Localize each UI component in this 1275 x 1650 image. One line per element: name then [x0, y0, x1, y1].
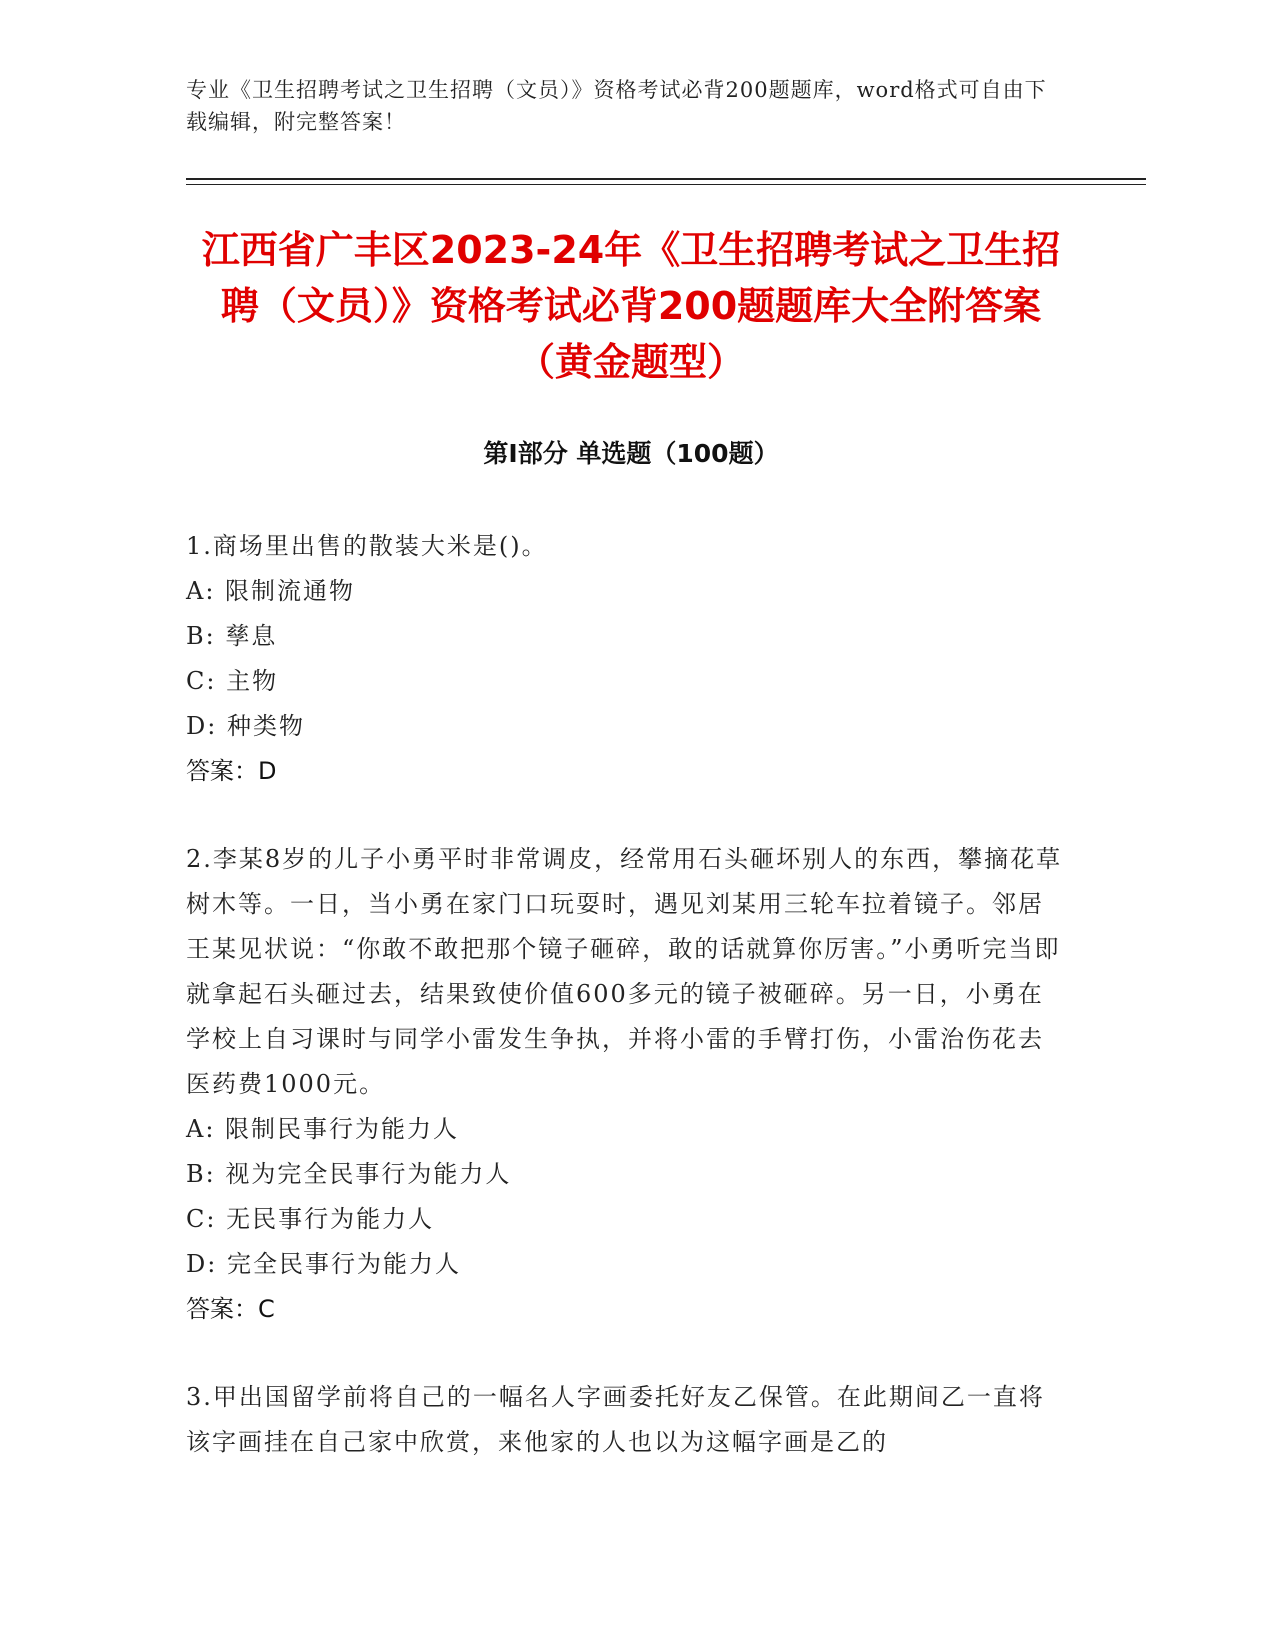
header-divider-thin: [186, 184, 1146, 185]
answer-line: 答案：C: [186, 1295, 275, 1323]
question-stem: 2.李某8岁的儿子小勇平时非常调皮，经常用石头砸坏别人的东西，攀摘花草树木等。一日，当小勇在家门口玩耍时，遇见刘某用三轮车拉着镜子。邻居王某见状说：“你敢不敢把那个镜子砸碎，敢的话就算你厉害。”小勇听完当即就拿起石头砸过去，结果致使价值600多元的镜子被砸碎。另一日，小勇在学校上自习课时与同学小雷发生争执，并将小雷的手臂打伤，小雷治伤花去医药费1000元。: [186, 845, 1063, 1098]
header-divider-thick: [186, 178, 1146, 180]
question-3: [186, 1375, 1066, 1465]
option-c: C: 无民事行为能力人: [186, 1205, 435, 1233]
option-c: C: 主物: [186, 667, 279, 695]
option-a: A: 限制民事行为能力人: [186, 1115, 460, 1143]
document-title: 江西省广丰区2023-24年《卫生招聘考试之卫生招聘（文员）》资格考试必背200题题库大全附答案（黄金题型）: [201, 228, 1061, 384]
section-title: 第Ⅰ部分 单选题（100题）: [483, 439, 779, 468]
option-d: D: 种类物: [186, 712, 305, 740]
question-1: [186, 524, 1066, 794]
answer-line: 答案：D: [186, 757, 277, 785]
question-stem: 3.甲出国留学前将自己的一幅名人字画委托好友乙保管。在此期间乙一直将该字画挂在自己家中欣赏，来他家的人也以为这幅字画是乙的: [186, 1383, 1045, 1456]
option-a: A: 限制流通物: [186, 577, 356, 605]
question-2: [186, 837, 1066, 1332]
question-list: [186, 524, 1066, 1508]
option-d: D: 完全民事行为能力人: [186, 1250, 461, 1278]
option-b: B: 孳息: [186, 622, 278, 650]
question-stem: 1.商场里出售的散装大米是()。: [186, 532, 548, 560]
option-b: B: 视为完全民事行为能力人: [186, 1160, 512, 1188]
header-note: 专业《卫生招聘考试之卫生招聘（文员）》资格考试必背200题题库，word格式可自由下载编辑，附完整答案！: [186, 78, 1047, 134]
